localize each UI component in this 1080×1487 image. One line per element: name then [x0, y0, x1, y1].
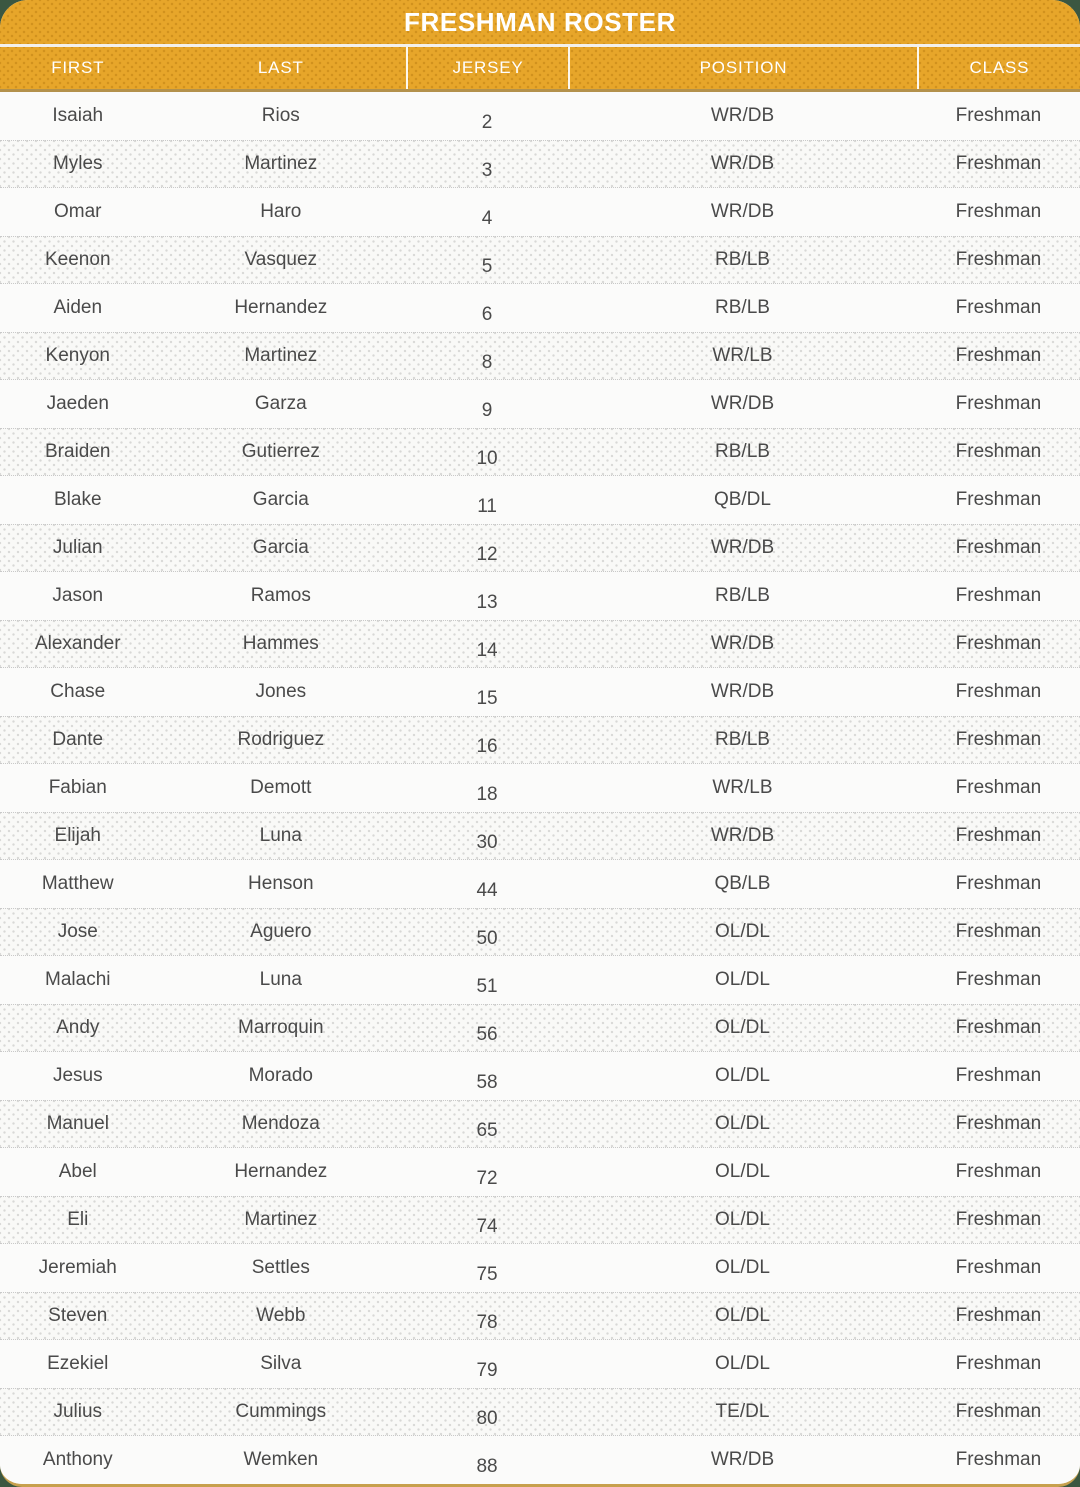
- jersey-cell: 88: [476, 1456, 498, 1477]
- position-cell: RB/LB: [715, 441, 770, 462]
- table-row: [0, 428, 1080, 476]
- position-cell: RB/LB: [715, 585, 770, 606]
- class-cell: Freshman: [955, 1017, 1042, 1038]
- jersey-cell: 12: [476, 544, 498, 565]
- position-cell: WR/DB: [710, 825, 775, 846]
- first-cell: Braiden: [45, 441, 111, 462]
- jersey-cell: 75: [476, 1264, 498, 1285]
- last-cell: Hernandez: [234, 297, 328, 318]
- jersey-cell: 30: [476, 832, 498, 853]
- first-cell: Jose: [57, 921, 98, 942]
- table-row: [0, 284, 1080, 332]
- column-header-first: FIRST: [51, 58, 105, 77]
- class-cell: Freshman: [955, 681, 1042, 702]
- jersey-cell: 51: [476, 976, 498, 997]
- jersey-cell: 58: [476, 1072, 498, 1093]
- class-cell: Freshman: [955, 153, 1042, 174]
- first-cell: Elijah: [54, 825, 101, 846]
- last-cell: Cummings: [235, 1401, 327, 1422]
- first-cell: Isaiah: [52, 105, 104, 126]
- position-cell: OL/DL: [715, 1065, 770, 1086]
- class-cell: Freshman: [955, 585, 1042, 606]
- first-cell: Jesus: [52, 1065, 103, 1086]
- last-cell: Henson: [248, 873, 314, 894]
- position-cell: WR/DB: [710, 153, 775, 174]
- class-cell: Freshman: [955, 1449, 1042, 1470]
- last-cell: Morado: [248, 1065, 313, 1086]
- last-cell: Martinez: [244, 345, 318, 366]
- table-header-row: [0, 47, 1080, 92]
- class-cell: Freshman: [955, 441, 1042, 462]
- roster-title-bar: [0, 0, 1080, 44]
- class-cell: Freshman: [955, 537, 1042, 558]
- first-cell: Malachi: [45, 969, 111, 990]
- table-row: [0, 1436, 1080, 1484]
- table-row: [0, 1100, 1080, 1148]
- last-cell: Webb: [256, 1305, 306, 1326]
- position-cell: RB/LB: [715, 729, 770, 750]
- class-cell: Freshman: [955, 825, 1042, 846]
- class-cell: Freshman: [955, 393, 1042, 414]
- class-cell: Freshman: [955, 345, 1042, 366]
- first-cell: Jason: [52, 585, 104, 606]
- table-row: [0, 1148, 1080, 1196]
- jersey-cell: 56: [476, 1024, 498, 1045]
- position-cell: WR/DB: [710, 105, 775, 126]
- position-cell: WR/DB: [710, 201, 775, 222]
- first-cell: Julius: [53, 1401, 103, 1422]
- table-row: [0, 1388, 1080, 1436]
- class-cell: Freshman: [955, 1305, 1042, 1326]
- table-row: [0, 956, 1080, 1004]
- jersey-cell: 72: [476, 1168, 498, 1189]
- first-cell: Keenon: [45, 249, 111, 270]
- jersey-cell: 80: [476, 1408, 498, 1429]
- column-header-class: CLASS: [917, 47, 1080, 89]
- first-cell: Andy: [56, 1017, 100, 1038]
- table-row: [0, 236, 1080, 284]
- position-cell: QB/DL: [713, 489, 771, 510]
- jersey-cell: 16: [476, 736, 498, 757]
- last-cell: Marroquin: [238, 1017, 324, 1038]
- first-cell: Aiden: [53, 297, 103, 318]
- position-cell: RB/LB: [715, 249, 770, 270]
- table-row: [0, 140, 1080, 188]
- class-cell: Freshman: [955, 201, 1042, 222]
- last-cell: Aguero: [250, 921, 312, 942]
- table-row: [0, 1004, 1080, 1052]
- first-cell: Omar: [54, 201, 102, 222]
- jersey-cell: 18: [476, 784, 498, 805]
- class-cell: Freshman: [955, 489, 1042, 510]
- position-cell: WR/DB: [710, 537, 775, 558]
- class-cell: Freshman: [955, 1065, 1042, 1086]
- position-cell: WR/LB: [712, 777, 773, 798]
- last-cell: Vasquez: [244, 249, 318, 270]
- first-cell: Blake: [53, 489, 102, 510]
- table-row: [0, 1196, 1080, 1244]
- position-cell: TE/DL: [715, 1401, 770, 1422]
- first-cell: Myles: [52, 153, 103, 174]
- first-cell: Kenyon: [45, 345, 110, 366]
- class-cell: Freshman: [955, 1209, 1042, 1230]
- first-cell: Dante: [52, 729, 104, 750]
- class-cell: Freshman: [955, 1401, 1042, 1422]
- last-cell: Martinez: [244, 1209, 318, 1230]
- jersey-cell: 74: [476, 1216, 498, 1237]
- jersey-cell: 11: [477, 496, 497, 517]
- class-cell: Freshman: [955, 297, 1042, 318]
- table-row: [0, 620, 1080, 668]
- position-cell: WR/DB: [710, 633, 775, 654]
- jersey-cell: 50: [476, 928, 498, 949]
- first-cell: Matthew: [41, 873, 114, 894]
- table-row: [0, 380, 1080, 428]
- class-cell: Freshman: [955, 873, 1042, 894]
- jersey-cell: 13: [476, 592, 498, 613]
- last-cell: Ramos: [250, 585, 311, 606]
- jersey-cell: 10: [476, 448, 498, 469]
- first-cell: Fabian: [48, 777, 107, 798]
- class-cell: Freshman: [955, 921, 1042, 942]
- jersey-cell: 78: [476, 1312, 498, 1333]
- first-cell: Ezekiel: [47, 1353, 109, 1374]
- jersey-cell: 4: [481, 208, 493, 229]
- position-cell: OL/DL: [715, 921, 770, 942]
- last-cell: Gutierrez: [241, 441, 320, 462]
- jersey-cell: 5: [481, 256, 493, 277]
- jersey-cell: 9: [481, 400, 493, 421]
- roster-table-body: [0, 92, 1080, 1484]
- class-cell: Freshman: [955, 777, 1042, 798]
- table-row: [0, 716, 1080, 764]
- first-cell: Eli: [67, 1209, 89, 1230]
- class-cell: Freshman: [955, 1353, 1042, 1374]
- column-header-last: LAST: [257, 58, 304, 77]
- last-cell: Martinez: [244, 153, 318, 174]
- last-cell: Garcia: [252, 537, 309, 558]
- page-title: FRESHMAN ROSTER: [404, 6, 676, 37]
- table-row: [0, 860, 1080, 908]
- class-cell: Freshman: [955, 105, 1042, 126]
- position-cell: OL/DL: [715, 1209, 770, 1230]
- class-cell: Freshman: [955, 1113, 1042, 1134]
- table-row: [0, 524, 1080, 572]
- jersey-cell: 6: [481, 304, 493, 325]
- jersey-cell: 14: [476, 640, 498, 661]
- jersey-cell: 2: [481, 112, 493, 133]
- first-cell: Manuel: [46, 1113, 109, 1134]
- first-cell: Chase: [50, 681, 106, 702]
- table-row: [0, 668, 1080, 716]
- last-cell: Settles: [251, 1257, 310, 1278]
- table-row: [0, 572, 1080, 620]
- last-cell: Wemken: [243, 1449, 319, 1470]
- table-row: [0, 188, 1080, 236]
- table-row: [0, 1244, 1080, 1292]
- jersey-cell: 79: [476, 1360, 498, 1381]
- table-row: [0, 1052, 1080, 1100]
- last-cell: Hammes: [242, 633, 319, 654]
- class-cell: Freshman: [955, 249, 1042, 270]
- position-cell: WR/DB: [710, 393, 775, 414]
- last-cell: Luna: [259, 969, 302, 990]
- column-header-position: POSITION: [568, 47, 917, 89]
- last-cell: Demott: [250, 777, 312, 798]
- class-cell: Freshman: [955, 633, 1042, 654]
- first-cell: Julian: [52, 537, 103, 558]
- last-cell: Garcia: [252, 489, 309, 510]
- table-row: [0, 1292, 1080, 1340]
- last-cell: Mendoza: [241, 1113, 320, 1134]
- position-cell: OL/DL: [715, 969, 770, 990]
- table-row: [0, 1340, 1080, 1388]
- position-cell: WR/LB: [712, 345, 773, 366]
- last-cell: Jones: [255, 681, 307, 702]
- first-cell: Anthony: [42, 1449, 113, 1470]
- table-row: [0, 92, 1080, 140]
- position-cell: OL/DL: [715, 1017, 770, 1038]
- position-cell: OL/DL: [715, 1353, 770, 1374]
- position-cell: OL/DL: [715, 1113, 770, 1134]
- position-cell: WR/DB: [710, 681, 775, 702]
- position-cell: RB/LB: [715, 297, 770, 318]
- jersey-cell: 44: [476, 880, 498, 901]
- last-cell: Haro: [260, 201, 302, 222]
- last-cell: Rodriguez: [237, 729, 325, 750]
- position-cell: QB/LB: [714, 873, 771, 894]
- class-cell: Freshman: [955, 729, 1042, 750]
- class-cell: Freshman: [955, 1161, 1042, 1182]
- position-cell: OL/DL: [715, 1305, 770, 1326]
- jersey-cell: 15: [476, 688, 498, 709]
- table-row: [0, 908, 1080, 956]
- first-cell: Steven: [48, 1305, 108, 1326]
- class-cell: Freshman: [955, 1257, 1042, 1278]
- column-header-jersey: JERSEY: [406, 47, 568, 89]
- first-cell: Jeremiah: [38, 1257, 117, 1278]
- last-cell: Garza: [254, 393, 307, 414]
- last-cell: Silva: [260, 1353, 302, 1374]
- position-cell: WR/DB: [710, 1449, 775, 1470]
- position-cell: OL/DL: [715, 1257, 770, 1278]
- last-cell: Rios: [261, 105, 300, 126]
- jersey-cell: 65: [476, 1120, 498, 1141]
- first-cell: Abel: [58, 1161, 97, 1182]
- table-row: [0, 476, 1080, 524]
- table-row: [0, 332, 1080, 380]
- jersey-cell: 8: [481, 352, 493, 373]
- position-cell: OL/DL: [715, 1161, 770, 1182]
- last-cell: Luna: [259, 825, 302, 846]
- table-row: [0, 812, 1080, 860]
- first-cell: Alexander: [34, 633, 121, 654]
- first-cell: Jaeden: [46, 393, 109, 414]
- class-cell: Freshman: [955, 969, 1042, 990]
- table-row: [0, 764, 1080, 812]
- last-cell: Hernandez: [234, 1161, 328, 1182]
- jersey-cell: 3: [481, 160, 493, 181]
